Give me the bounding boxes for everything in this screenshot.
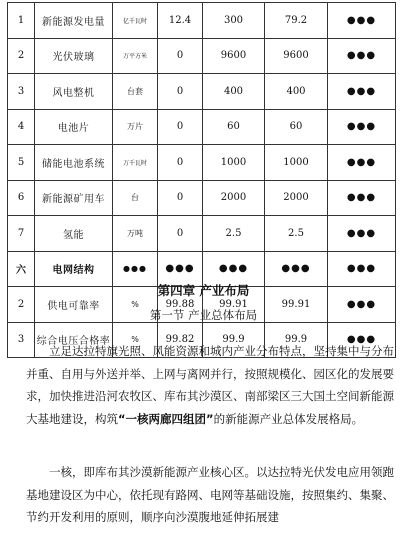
- cell-no: 六: [8, 251, 35, 287]
- table-row: [8, 180, 396, 216]
- paragraph-core-zone: 一核，即库布其沙漠新能源产业核心区。以达拉特光伏发电应用领跑基地建设区为中心，依托现有路网、电网等基础设施，按照集约、集聚、节约开发利用的原则，顺序向沙漠腹地延伸拓展建: [26, 465, 394, 524]
- cell-v3: 79.2: [265, 3, 328, 39]
- cell-name: 光伏玻璃: [35, 38, 113, 74]
- cell-no: 1: [8, 3, 35, 39]
- cell-unit: 台: [113, 180, 158, 216]
- cell-no: 7: [8, 216, 35, 252]
- cell-unit: 亿千瓦时: [113, 3, 158, 39]
- cell-v4: ●●●: [328, 74, 396, 110]
- cell-v1: 0: [158, 180, 203, 216]
- cell-name: 新能源发电量: [35, 3, 113, 39]
- cell-v1: 0: [158, 109, 203, 145]
- table-row: [8, 145, 396, 181]
- paragraph-text: 立足达拉特旗光照、风能资源和城内产业分布特点，坚持集中与分布并重、自用与外送并举、上网与离网并行，按照规模化、园区化的发展要求，加快推进沿河农牧区、库布其沙漠区、南部梁区三大国土空间新能源大基地建设，构筑: [26, 344, 394, 426]
- cell-no: 5: [8, 145, 35, 181]
- cell-name: 电网结构: [35, 251, 113, 287]
- paragraph-text-end: 的新能源产业总体发展格局。: [213, 411, 364, 426]
- cell-v1: 99.82: [158, 322, 203, 358]
- cell-v1: 99.88: [158, 287, 203, 323]
- cell-v2: 60: [203, 109, 265, 145]
- cell-unit: ●●●: [113, 251, 158, 287]
- cell-v1: ●●●: [158, 251, 203, 287]
- paragraph-overall-layout: [26, 340, 396, 430]
- cell-v3: ●●●: [265, 251, 328, 287]
- cell-v2: 300: [203, 3, 265, 39]
- cell-no: 3: [8, 322, 35, 358]
- cell-v2: 9600: [203, 38, 265, 74]
- table-row: [8, 74, 396, 110]
- section-title: 第一节 产业总体布局: [149, 308, 258, 322]
- cell-name: 新能源矿用车: [35, 180, 113, 216]
- cell-no: 6: [8, 180, 35, 216]
- cell-name: 氢能: [35, 216, 113, 252]
- cell-name: 电池片: [35, 109, 113, 145]
- cell-v3: 99.9: [265, 322, 328, 358]
- cell-v3: 99.91: [265, 287, 328, 323]
- cell-v3: 400: [265, 74, 328, 110]
- cell-unit: 万吨: [113, 216, 158, 252]
- cell-no: 4: [8, 109, 35, 145]
- cell-v2: 400: [203, 74, 265, 110]
- table-row: [8, 3, 396, 39]
- cell-unit: 万千瓦时: [113, 145, 158, 181]
- cell-v4: ●●●: [328, 109, 396, 145]
- cell-v1: 12.4: [158, 3, 203, 39]
- cell-unit: %: [113, 322, 158, 358]
- cell-v1: 0: [158, 216, 203, 252]
- cell-v2: 2.5: [203, 216, 265, 252]
- cell-name: 综合电压合格率: [35, 322, 113, 358]
- cell-name: 供电可靠率: [35, 287, 113, 323]
- cell-unit: 台套: [113, 74, 158, 110]
- cell-unit: 万片: [113, 109, 158, 145]
- cell-v1: 0: [158, 74, 203, 110]
- indicator-table: [7, 2, 396, 358]
- cell-v4: ●●●: [328, 3, 396, 39]
- cell-v1: 0: [158, 38, 203, 74]
- cell-v3: 1000: [265, 145, 328, 181]
- cell-v2: ●●●: [203, 251, 265, 287]
- layout-emphasis: “一核两廊四组团”: [118, 411, 214, 426]
- cell-v2: 1000: [203, 145, 265, 181]
- cell-v1: 0: [158, 145, 203, 181]
- cell-v4: ●●●: [328, 322, 396, 358]
- cell-unit: 万平方米: [113, 38, 158, 74]
- cell-unit: %: [113, 287, 158, 323]
- cell-v4: ●●●: [328, 38, 396, 74]
- cell-v4: ●●●: [328, 145, 396, 181]
- table-row: [8, 109, 396, 145]
- cell-v4: ●●●: [328, 180, 396, 216]
- cell-v4: ●●●: [328, 287, 396, 323]
- cell-v2: 99.9: [203, 322, 265, 358]
- table-row: [8, 216, 396, 252]
- cell-name: 风电整机: [35, 74, 113, 110]
- cell-v4: ●●●: [328, 251, 396, 287]
- chapter-title: 第四章 产业布局: [157, 283, 250, 298]
- table-row: [8, 38, 396, 74]
- cell-v2: 2000: [203, 180, 265, 216]
- cell-v2: 99.91: [203, 287, 265, 323]
- cell-v3: 2.5: [265, 216, 328, 252]
- cell-v3: 9600: [265, 38, 328, 74]
- cell-name: 储能电池系统: [35, 145, 113, 181]
- cell-v3: 2000: [265, 180, 328, 216]
- cell-no: 2: [8, 38, 35, 74]
- cell-no: 2: [8, 287, 35, 323]
- cell-v4: ●●●: [328, 216, 396, 252]
- cell-v3: 60: [265, 109, 328, 145]
- cell-no: 3: [8, 74, 35, 110]
